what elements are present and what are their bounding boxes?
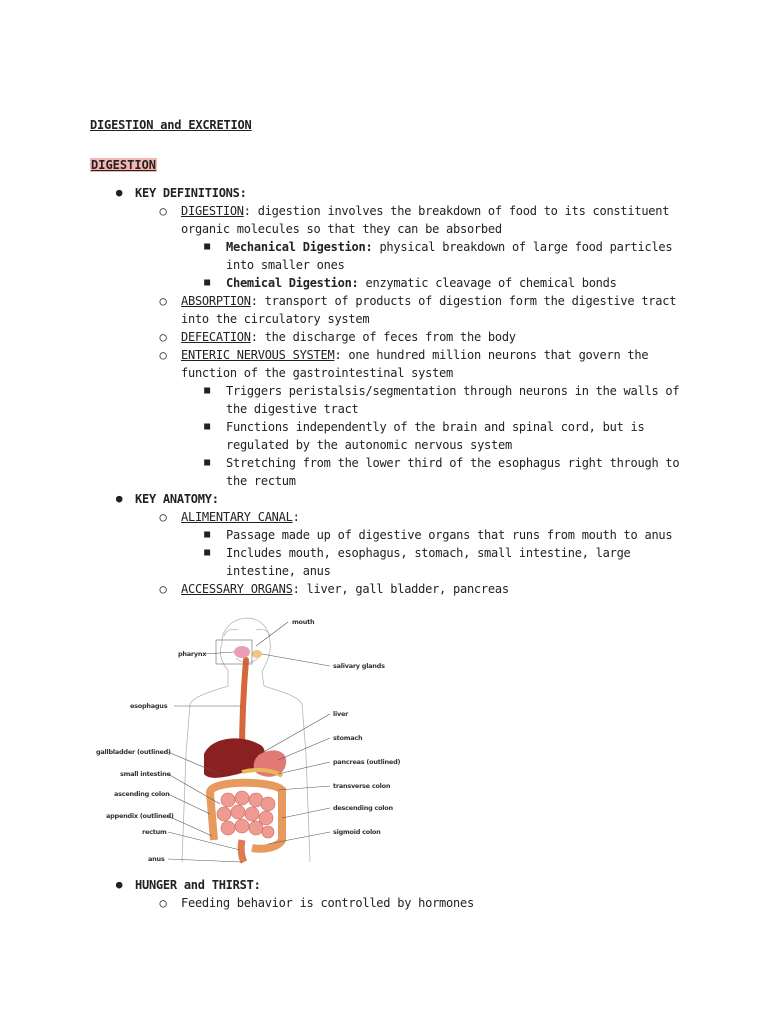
list-item-defecation: [0, 328, 768, 346]
definition-text: enzymatic cleavage of chemical bonds: [358, 276, 617, 290]
label-descending-colon: descending colon: [333, 804, 393, 812]
label-pharynx: pharynx: [178, 650, 207, 658]
circle-marker: ○: [159, 294, 167, 308]
label-sigmoid-colon: sigmoid colon: [333, 828, 381, 836]
list-item-chemical-digestion: [0, 274, 768, 292]
term-enteric-nervous-system: ENTERIC NERVOUS SYSTEM: [181, 348, 335, 362]
label-ascending-colon: ascending colon: [114, 790, 170, 798]
definition-text: physical breakdown of large food particles: [372, 240, 673, 254]
list-item-alimentary-canal: [0, 508, 768, 526]
list-item-mechanical-digestion: [0, 238, 768, 274]
circle-marker: ○: [159, 330, 167, 344]
label-transverse-colon: transverse colon: [333, 782, 391, 790]
digestive-system-diagram: [92, 604, 404, 870]
list-item-text: [181, 508, 681, 526]
list-item-alimentary-sub1: [0, 526, 768, 544]
section-heading-digestion: DIGESTION: [91, 158, 157, 172]
label-mouth: mouth: [292, 618, 315, 626]
circle-marker: ○: [159, 204, 167, 218]
label-esophagus: esophagus: [130, 702, 168, 710]
definition-text: organic molecules so that they can be absorbed: [181, 222, 502, 236]
term-defecation: DEFECATION: [181, 330, 251, 344]
bullet-marker: ●: [115, 492, 123, 505]
definition-text: function of the gastrointestinal system: [181, 366, 454, 380]
definition-text: the rectum: [226, 474, 296, 488]
definition-text: : one hundred million neurons that govern the: [334, 348, 649, 362]
list-item-text: Feeding behavior is controlled by hormones: [181, 896, 474, 910]
square-marker: ■: [204, 277, 210, 288]
list-item-text: [226, 454, 681, 490]
list-item-text: Passage made up of digestive organs that runs from mouth to anus: [226, 528, 673, 542]
definition-text: : liver, gall bladder, pancreas: [292, 582, 509, 596]
list-item-digestion: [0, 202, 768, 238]
list-item-text: [181, 202, 681, 238]
square-marker: ■: [204, 457, 210, 468]
label-liver: liver: [333, 710, 349, 718]
definition-text: Stretching from the lower third of the esophagus right through to: [226, 456, 680, 470]
list-item-alimentary-sub2: [0, 544, 768, 580]
square-marker: ■: [204, 241, 210, 252]
list-item-heading: KEY DEFINITIONS:: [135, 186, 247, 200]
square-marker: ■: [204, 421, 210, 432]
definition-text: into smaller ones: [226, 258, 345, 272]
list-item-key-definitions: [0, 184, 768, 202]
definition-text: Includes mouth, esophagus, stomach, small intestine, large: [226, 546, 631, 560]
term-mechanical-digestion: Mechanical Digestion:: [226, 240, 373, 254]
definition-text: regulated by the autonomic nervous system: [226, 438, 512, 452]
list-item-heading: HUNGER and THIRST:: [135, 878, 261, 892]
definition-text: the digestive tract: [226, 402, 359, 416]
square-marker: ■: [204, 385, 210, 396]
term-accessory-organs: ACCESSARY ORGANS: [181, 582, 293, 596]
list-item-accessory-organs: [0, 580, 768, 598]
term-alimentary-canal: ALIMENTARY CANAL: [181, 510, 293, 524]
list-item-enteric-sub2: [0, 418, 768, 454]
list-item-text: [181, 292, 681, 328]
list-item-feeding-behavior: [0, 894, 768, 912]
square-marker: ■: [204, 529, 210, 540]
circle-marker: ○: [159, 510, 167, 524]
definition-text: :: [292, 510, 300, 524]
definition-text: into the circulatory system: [181, 312, 370, 326]
list-item-enteric-sub3: [0, 454, 768, 490]
small-intestine-shape: [217, 791, 275, 838]
document-title: DIGESTION and EXCRETION: [90, 118, 252, 132]
definition-text: intestine, anus: [226, 564, 331, 578]
list-item-hunger-thirst: [0, 876, 768, 894]
square-marker: ■: [204, 547, 210, 558]
definition-text: : digestion involves the breakdown of food to its constituent: [243, 204, 670, 218]
list-item-enteric-nervous-system: [0, 346, 768, 382]
pharynx-shape: [234, 646, 250, 658]
label-rectum: rectum: [142, 828, 167, 836]
list-item-text: [181, 580, 681, 598]
list-item-key-anatomy: [0, 490, 768, 508]
list-item-text: [226, 382, 681, 418]
list-item-text: [181, 328, 681, 346]
list-item-heading: KEY ANATOMY:: [135, 492, 219, 506]
definition-text: : the discharge of feces from the body: [250, 330, 516, 344]
definition-text: Triggers peristalsis/segmentation through neurons in the walls of: [226, 384, 680, 398]
list-item-text: [181, 346, 681, 382]
list-item-text: [226, 238, 681, 274]
outline-content: [0, 184, 768, 912]
definition-text: : transport of products of digestion form the digestive tract: [250, 294, 677, 308]
label-anus: anus: [148, 855, 165, 863]
bullet-marker: ●: [115, 186, 123, 199]
list-item-enteric-sub1: [0, 382, 768, 418]
definition-text: Functions independently of the brain and spinal cord, but is: [226, 420, 645, 434]
term-digestion: DIGESTION: [181, 204, 244, 218]
label-pancreas: pancreas (outlined): [333, 758, 401, 766]
term-absorption: ABSORPTION: [181, 294, 251, 308]
label-appendix: appendix (outlined): [106, 812, 174, 820]
bullet-marker: ●: [115, 878, 123, 891]
circle-marker: ○: [159, 896, 167, 910]
rectum-shape: [241, 840, 244, 862]
circle-marker: ○: [159, 348, 167, 362]
list-item-text: [226, 274, 681, 292]
circle-marker: ○: [159, 582, 167, 596]
list-item-absorption: [0, 292, 768, 328]
label-stomach: stomach: [333, 734, 363, 742]
salivary-gland-shape: [252, 650, 262, 658]
list-item-text: [226, 418, 681, 454]
label-gallbladder: gallbladder (outlined): [96, 748, 171, 756]
list-item-text: [226, 544, 681, 580]
term-chemical-digestion: Chemical Digestion:: [226, 276, 359, 290]
digestive-system-illustration: [92, 604, 404, 870]
label-salivary-glands: salivary glands: [333, 662, 385, 670]
label-small-intestine: small intestine: [120, 770, 171, 778]
